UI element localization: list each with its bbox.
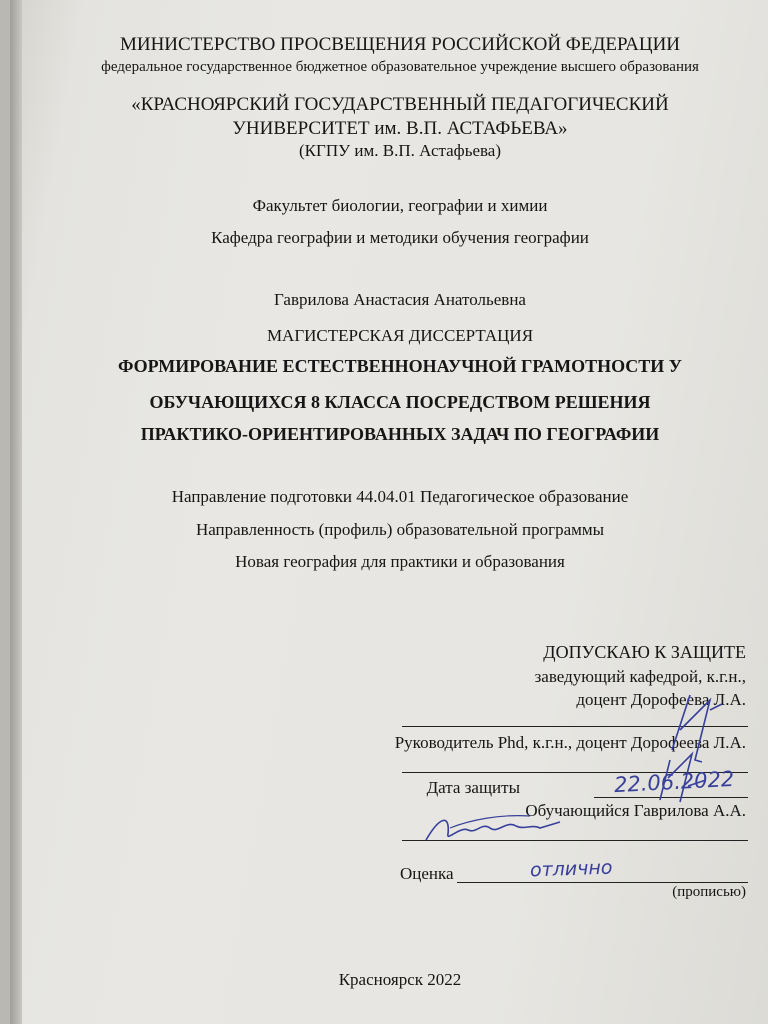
program-direction: Направление подготовки 44.04.01 Педагогическое образование [171, 487, 629, 506]
student-signature [420, 806, 580, 846]
page-fold-shadow [10, 0, 22, 1024]
thesis-title-line1: ФОРМИРОВАНИЕ ЕСТЕСТВЕННОНАУЧНОЙ ГРАМОТНОСТИ У [117, 356, 683, 376]
defense-date-label: Дата защиты [426, 778, 520, 797]
thesis-title-line2: ОБУЧАЮЩИХСЯ 8 КЛАССА ПОСРЕДСТВОМ РЕШЕНИЯ [149, 392, 651, 412]
institution-type: федеральное государственное бюджетное образовательное учреждение высшего образования [101, 59, 699, 75]
program-orientation: Направленность (профиль) образовательной программы [195, 520, 605, 539]
student-line: Обучающийся Гаврилова А.А. [525, 801, 746, 820]
ministry-heading: МИНИСТЕРСТВО ПРОСВЕЩЕНИЯ РОССИЙСКОЙ ФЕДЕРАЦИИ [119, 34, 681, 55]
head-name: доцент Дорофеева Л.А. [576, 690, 746, 709]
faculty-name: Факультет биологии, географии и химии [252, 196, 548, 215]
university-name-line2: УНИВЕРСИТЕТ им. В.П. АСТАФЬЕВА» [232, 118, 568, 139]
city-and-year: Красноярск 2022 [338, 970, 462, 989]
supervisor-line: Руководитель Phd, к.г.н., доцент Дорофеева Л.А. [394, 733, 746, 752]
admit-to-defense: ДОПУСКАЮ К ЗАЩИТЕ [543, 642, 746, 662]
department-name: Кафедра географии и методики обучения географии [211, 228, 589, 247]
grade-handwritten: отлично [529, 856, 613, 882]
work-type: МАГИСТЕРСКАЯ ДИССЕРТАЦИЯ [266, 326, 534, 345]
university-short-name: (КГПУ им. В.П. Астафьева) [298, 141, 502, 160]
university-name-line1: «КРАСНОЯРСКИЙ ГОСУДАРСТВЕННЫЙ ПЕДАГОГИЧЕСКИЙ [131, 94, 669, 115]
grade-in-words-note: (прописью) [672, 884, 746, 900]
head-of-department: заведующий кафедрой, к.г.н., [534, 667, 746, 686]
author-name: Гаврилова Анастасия Анатольевна [274, 290, 526, 309]
document-page [10, 0, 768, 1024]
supervisor-signature [650, 690, 730, 810]
grade-line [457, 882, 748, 883]
grade-label: Оценка [400, 864, 454, 883]
program-profile: Новая география для практики и образования [235, 552, 565, 571]
defense-date-handwritten: 22.06.2022 [613, 766, 735, 798]
thesis-title-line3: ПРАКТИКО-ОРИЕНТИРОВАННЫХ ЗАДАЧ ПО ГЕОГРАФИИ [140, 424, 660, 444]
